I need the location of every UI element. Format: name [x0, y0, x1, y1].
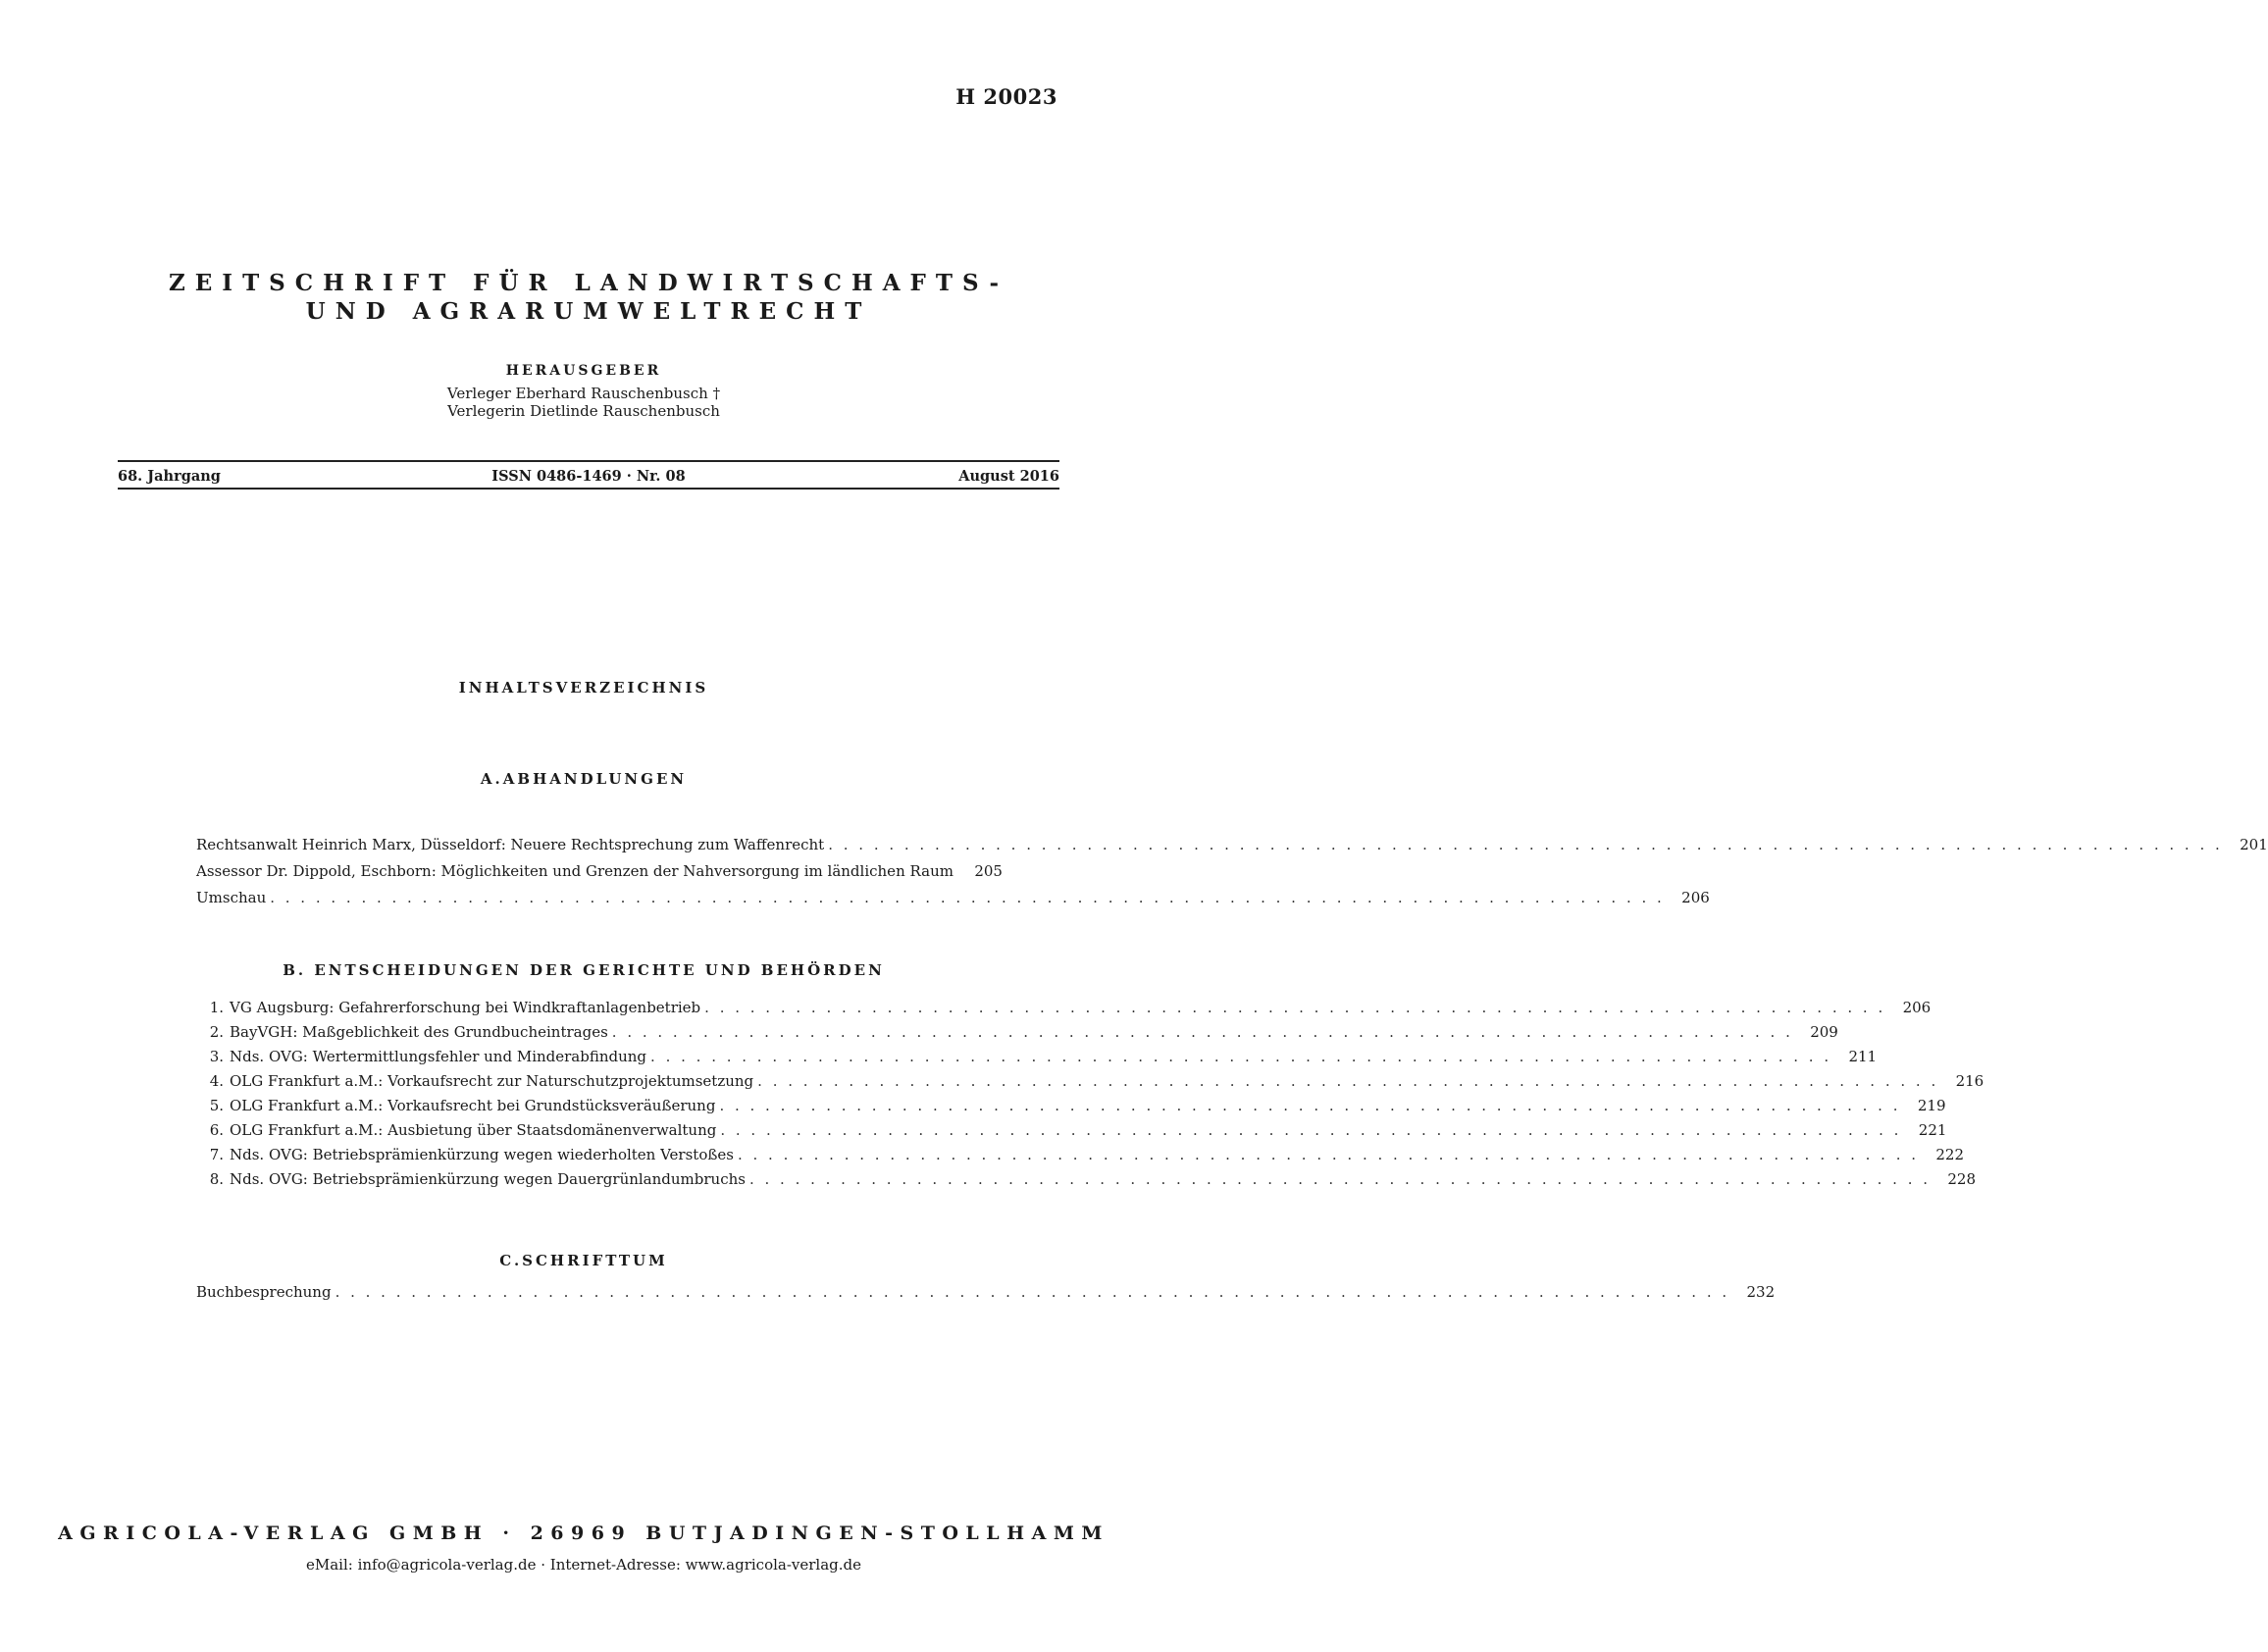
publisher-contact: eMail: info@agricola-verlag.de · Internet-Adresse: www.agricola-verlag.de — [305, 1556, 862, 1574]
toc-entry-c-1 — [196, 1281, 1776, 1303]
toc-entry-b-7 — [196, 1144, 1965, 1165]
toc-leader-dots: . . . . . . . . . . . . . . . . . . . . . . . . . . . . . . . . . . . . . . . . . . . . . . . . . . . . . . . . . . . . . . . . . . . . . . . . . . . . . . . . . . . . . . . . . . . . — [335, 1283, 1730, 1301]
toc-entry-number: 3. — [209, 1048, 224, 1065]
toc-entry-number: 6. — [209, 1121, 224, 1139]
toc-leader-dots: . . . . . . . . . . . . . . . . . . . . . . . . . . . . . . . . . . . . . . . . . . . . . . . . . . . . . . . . . . . . . . . . . . . . . . . . . . . . . . — [650, 1048, 1832, 1065]
toc-entry-text: OLG Frankfurt a.M.: Vorkaufsrecht zur Naturschutzprojektumsetzung — [230, 1072, 754, 1090]
toc-leader-dots: . . . . . . . . . . . . . . . . . . . . . . . . . . . . . . . . . . . . . . . . . . . . . . . . . . . . . . . . . . . . . . . . . . . . . . . . . . . . . . — [720, 1121, 1902, 1139]
toc-heading: INHALTSVERZEICHNIS — [458, 679, 709, 697]
toc-leader-dots: . . . . . . . . . . . . . . . . . . . . . . . . . . . . . . . . . . . . . . . . . . . . . . . . . . . . . . . . . . . . . . . . . . . . . . . . . . . . . . . . . . . . . . . . . . . . — [828, 836, 2223, 853]
toc-entry-number: 5. — [209, 1097, 224, 1114]
toc-entry-b-1 — [196, 997, 1932, 1018]
toc-page-number: 221 — [1918, 1121, 1947, 1139]
toc-page-number: 206 — [1681, 889, 1710, 906]
toc-entry-text: Buchbesprechung — [196, 1283, 332, 1301]
toc-page-number: 211 — [1848, 1048, 1878, 1065]
toc-entry-text: Nds. OVG: Wertermittlungsfehler und Minderabfindung — [230, 1048, 647, 1065]
issue-meta-bar — [118, 460, 1059, 490]
section-a-heading: A.ABHANDLUNGEN — [480, 770, 688, 788]
toc-entry-text: OLG Frankfurt a.M.: Vorkaufsrecht bei Grundstücksveräußerung — [230, 1097, 716, 1114]
toc-entry-a-3 — [196, 887, 1710, 908]
toc-entry-text: OLG Frankfurt a.M.: Ausbietung über Staatsdomänenverwaltung — [230, 1121, 717, 1139]
toc-page-number: 206 — [1902, 999, 1932, 1016]
toc-page-number: 222 — [1935, 1146, 1965, 1163]
toc-entry-text: BayVGH: Maßgeblichkeit des Grundbucheintrages — [230, 1023, 608, 1041]
toc-entry-number: 8. — [209, 1170, 224, 1188]
toc-leader-dots: . . . . . . . . . . . . . . . . . . . . . . . . . . . . . . . . . . . . . . . . . . . . . . . . . . . . . . . . . . . . . . . . . . . . . . . . . . . . . . — [611, 1023, 1793, 1041]
toc-leader-dots: . . . . . . . . . . . . . . . . . . . . . . . . . . . . . . . . . . . . . . . . . . . . . . . . . . . . . . . . . . . . . . . . . . . . . . . . . . . . . . — [704, 999, 1886, 1016]
toc-entry-number: 1. — [209, 999, 224, 1016]
publisher-block — [0, 363, 1167, 420]
toc-page-number: 201 — [2240, 836, 2268, 853]
toc-leader-dots: . . . . . . . . . . . . . . . . . . . . . . . . . . . . . . . . . . . . . . . . . . . . . . . . . . . . . . . . . . . . . . . . . . . . . . . . . . . . . . — [757, 1072, 1939, 1090]
journal-title — [0, 269, 1167, 326]
toc-entry-text: Nds. OVG: Betriebsprämienkürzung wegen Dauergrünlandumbruchs — [230, 1170, 746, 1188]
toc-entry-b-4 — [196, 1070, 1984, 1092]
toc-leader-dots: . . . . . . . . . . . . . . . . . . . . . . . . . . . . . . . . . . . . . . . . . . . . . . . . . . . . . . . . . . . . . . . . . . . . . . . . . . . . . . — [719, 1097, 1901, 1114]
toc-entry-text: Rechtsanwalt Heinrich Marx, Düsseldorf: Neuere Rechtsprechung zum Waffenrecht — [196, 836, 825, 853]
toc-entry-text: Umschau — [196, 889, 267, 906]
toc-entry-b-3 — [196, 1046, 1878, 1067]
postal-code: H 20023 — [955, 84, 1057, 109]
journal-title-line-2: UND AGRARUMWELTRECHT — [305, 298, 872, 325]
toc-entry-a-1 — [196, 834, 2268, 855]
publisher-imprint: AGRICOLA-VERLAG GMBH · 26969 BUTJADINGEN-STOLLHAMM — [58, 1523, 1109, 1544]
journal-title-line-1: ZEITSCHRIFT FÜR LANDWIRTSCHAFTS- — [168, 270, 1008, 296]
toc-page-number: 232 — [1746, 1283, 1776, 1301]
toc-leader-dots: . . . . . . . . . . . . . . . . . . . . . . . . . . . . . . . . . . . . . . . . . . . . . . . . . . . . . . . . . . . . . . . . . . . . . . . . . . . . . . — [737, 1146, 1920, 1163]
issn-label: ISSN 0486-1469 · Nr. 08 — [491, 468, 686, 485]
toc-entry-text: Assessor Dr. Dippold, Eschborn: Möglichkeiten und Grenzen der Nahversorgung im ländlichen Raum — [196, 862, 954, 880]
toc-entry-b-6 — [196, 1119, 1947, 1141]
toc-entry-b-8 — [196, 1168, 1977, 1190]
toc-page-number: 209 — [1810, 1023, 1838, 1041]
toc-entry-number: 2. — [209, 1023, 224, 1041]
section-c-heading: C.SCHRIFTTUM — [499, 1252, 668, 1269]
toc-entry-b-2 — [196, 1021, 1838, 1043]
toc-entry-b-5 — [196, 1095, 1946, 1116]
toc-leader-dots: . . . . . . . . . . . . . . . . . . . . . . . . . . . . . . . . . . . . . . . . . . . . . . . . . . . . . . . . . . . . . . . . . . . . . . . . . . . . . . . . . . . . . . . . . . . . — [270, 889, 1665, 906]
publisher-label: HERAUSGEBER — [505, 363, 662, 379]
toc-leader-dots: . . . . . . . . . . . . . . . . . . . . . . . . . . . . . . . . . . . . . . . . . . . . . . . . . . . . . . . . . . . . . . . . . . . . . . . . . . . . . . — [748, 1170, 1932, 1188]
toc-page-number: 219 — [1917, 1097, 1946, 1114]
toc-entry-text: VG Augsburg: Gefahrerforschung bei Windkraftanlagenbetrieb — [230, 999, 701, 1016]
toc-entry-text: Nds. OVG: Betriebsprämienkürzung wegen wiederholten Verstoßes — [230, 1146, 734, 1163]
toc-page-number: 216 — [1955, 1072, 1984, 1090]
publisher-line-2: Verlegerin Dietlinde Rauschenbusch — [447, 402, 720, 420]
volume-label: 68. Jahrgang — [118, 468, 221, 485]
toc-entry-a-2 — [196, 860, 1003, 882]
toc-page-number: 228 — [1947, 1170, 1977, 1188]
section-b-heading: B. ENTSCHEIDUNGEN DER GERICHTE UND BEHÖRDEN — [283, 961, 885, 979]
toc-entry-number: 7. — [209, 1146, 224, 1163]
toc-page-number: 205 — [974, 862, 1003, 880]
issue-date: August 2016 — [958, 468, 1059, 485]
toc-entry-number: 4. — [209, 1072, 224, 1090]
publisher-line-1: Verleger Eberhard Rauschenbusch † — [446, 385, 721, 402]
